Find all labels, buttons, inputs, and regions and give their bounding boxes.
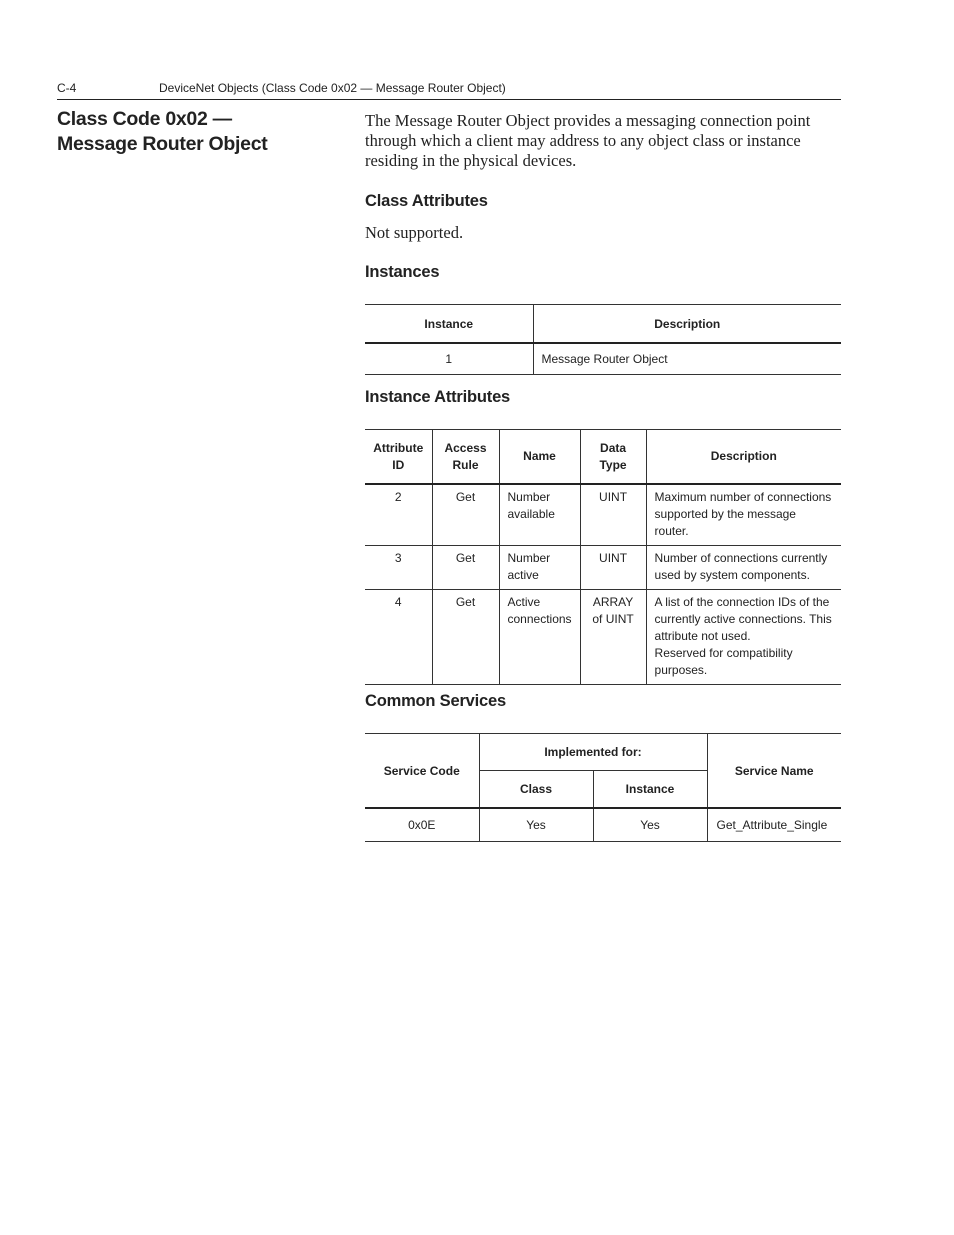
class-cell: Yes: [479, 808, 593, 842]
page-header: [57, 80, 841, 100]
table-row: [365, 484, 841, 546]
section-title: Class Code 0x02 — Message Router Object: [57, 108, 268, 155]
name-cell: Number active: [499, 546, 580, 590]
column-header-service-code: Service Code: [383, 763, 460, 778]
data-type-cell: ARRAY of UINT: [580, 590, 646, 685]
access-rule-cell: Get: [432, 484, 499, 546]
column-header-description: Description: [646, 430, 841, 485]
instance-cell: Yes: [593, 808, 707, 842]
column-header-class: Class: [479, 771, 593, 809]
column-header-instance: Instance: [593, 771, 707, 809]
column-header: Instance: [365, 305, 533, 344]
column-header-attribute-id: Attribute ID: [365, 430, 432, 485]
attribute-id-cell: 3: [365, 546, 432, 590]
description-cell: A list of the connection IDs of the currently active connections. This attribute not used. Reserved for compatibility purposes.: [646, 590, 841, 685]
instance-attributes-table: [365, 429, 841, 685]
column-header-access-rule: Access Rule: [432, 430, 499, 485]
column-header-data-type: Data Type: [580, 430, 646, 485]
intro-paragraph: The Message Router Object provides a messaging connection point through which a client may address to any object class or instance residing in the physical devices.: [365, 111, 811, 170]
running-title: DeviceNet Objects (Class Code 0x02 — Message Router Object): [159, 81, 506, 95]
class-attributes-heading: Class Attributes: [365, 192, 488, 210]
description-cell: Maximum number of connections supported by the message router.: [646, 484, 841, 546]
common-services-table: [365, 733, 841, 842]
name-cell: Active connections: [499, 590, 580, 685]
common-services-heading: Common Services: [365, 692, 506, 710]
service-code-cell: 0x0E: [408, 817, 436, 832]
page-number: C-4: [57, 81, 77, 95]
column-header-name: Name: [499, 430, 580, 485]
service-name-cell: Get_Attribute_Single: [707, 808, 841, 842]
access-rule-cell: Get: [432, 546, 499, 590]
table-row: [365, 343, 841, 375]
data-type-cell: UINT: [580, 484, 646, 546]
description-cell: Message Router Object: [533, 343, 841, 375]
column-header: Description: [533, 305, 841, 344]
instances-table: [365, 304, 841, 375]
instance-cell: 1: [445, 351, 453, 366]
class-attributes-text: Not supported.: [365, 223, 464, 242]
access-rule-cell: Get: [432, 590, 499, 685]
instance-attributes-heading: Instance Attributes: [365, 388, 511, 406]
attribute-id-cell: 4: [365, 590, 432, 685]
description-cell: Number of connections currently used by system components.: [646, 546, 841, 590]
name-cell: Number available: [499, 484, 580, 546]
column-header-service-name: Service Name: [707, 734, 841, 809]
table-row: [365, 590, 841, 685]
table-row: [365, 808, 841, 842]
column-header-implemented-for: Implemented for:: [479, 734, 707, 771]
table-row: [365, 546, 841, 590]
attribute-id-cell: 2: [394, 490, 402, 504]
data-type-cell: UINT: [580, 546, 646, 590]
instances-heading: Instances: [365, 263, 440, 281]
